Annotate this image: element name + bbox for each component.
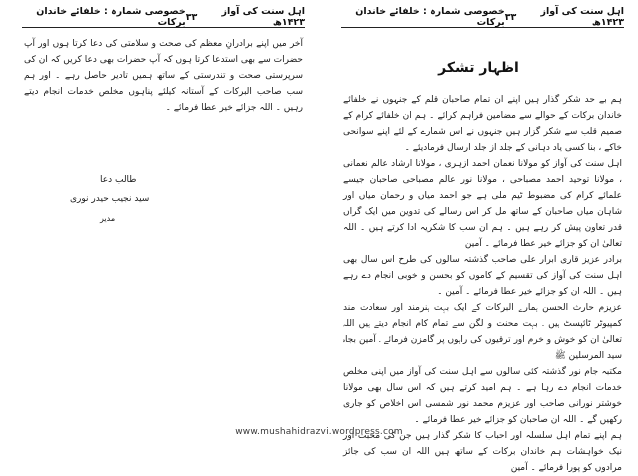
right-header-issue-date: اہل سنت کی آواز ۱۴۲۳ھ xyxy=(540,6,624,28)
left-header-issue-date: اہل سنت کی آواز ۱۴۲۳ھ xyxy=(221,6,305,28)
right-header-page-number: ۳۳ xyxy=(504,11,517,23)
signature-name: سید نجیب حیدر نوری xyxy=(70,194,150,204)
signature-role: مدیر xyxy=(100,214,116,223)
right-header-issue-title: خصوصی شمارہ : خلفائے خاندان برکات xyxy=(355,6,505,28)
body-paragraph-1: ہم بے حد شکر گذار ہیں اپنے ان تمام صاحبان قلم کے جنہوں نے خلفائے خاندان برکات کے حوالے سے مضامین فراہم کرائے ۔ ہم ان خلفائے کرام کے صمیم قلب سے شکر گزار ہیں جنہوں نے اس شمارے کے لئے اپنے سوانحی خاکے ، بنا کسی یاد دہانی کے جلد از جلد ارسال فرمادیئے ۔ xyxy=(343,95,622,153)
article-heading: اظہار تشکر xyxy=(438,60,519,76)
right-page-header xyxy=(341,6,624,28)
body-paragraph-3: برادر عزیز قاری ابرار علی صاحب گذشتہ سالوں کی طرح اس سال بھی اہل سنت کی آواز کی تقسیم کے کاموں کو بحسن و خوبی انجام دے رہے ہیں ۔ اللہ ان کو جزائے خیر عطا فرمائے ۔ آمین ۔ xyxy=(343,255,622,297)
body-paragraph-4: عزیزم حارث الحسن ہمارے البرکات کے ایک بہت ہنرمند اور سعادت مند کمپیوٹر ٹائپسٹ ہیں ۔ بہت محنت و لگن سے تمام کام انجام دیتے ہیں اللہ تعالیٰ ان کو خوش و خرم اور ترقیوں کی راہوں پر گامزن فرمائے ۔ آمین بجاہ سید المرسلین ﷺ xyxy=(343,303,622,361)
right-page-body xyxy=(343,92,622,476)
left-header-issue-title: خصوصی شمارہ : خلفائے خاندان برکات xyxy=(36,6,186,28)
body-paragraph-6: ہم اپنے تمام اہل سلسلہ اور احباب کا شکر گذار ہیں جن کی محبت اور نیک خواہشات ہم خاندان برکات کے ساتھ ہیں اللہ ان سب کی جائز مرادوں کو پورا فرمائے ۔ آمین xyxy=(343,431,622,473)
right-header-rule xyxy=(341,27,624,28)
left-page-header xyxy=(22,6,305,28)
left-page-body xyxy=(24,36,303,116)
left-header-page-number: ۳۳ xyxy=(185,11,198,23)
body-paragraph-5: مکتبہ جام نور گذشتہ کئی سالوں سے اہل سنت کی آواز میں اپنی مخلص خدمات انجام دے رہا ہے ۔ ہم امید کرتے ہیں کہ اس سال بھی مولانا خوشتر نورانی صاحب اور عزیزم محمد نور شمسی اس اخلاص کو جاری رکھیں گے ۔ اللہ ان صاحبان کو جزائے خیر عطا فرمائے ۔ xyxy=(343,367,622,425)
body-paragraph-2: اہل سنت کی آواز کو مولانا نعمان احمد ازہری ، مولانا ارشاد عالم نعمانی ، مولانا توحید احمد مصباحی ، مولانا نور عالم مصباحی صاحبان جیسے علمائے کرام کی مضبوط ٹیم ملی ہے جو احمد میاں و رحمان میاں اور شاہان میاں صاحبان کے ساتھ مل کر اس رسالے کی تدوین میں ایک گراں قدر تعاون پیش کر رہے ہیں ۔ ہم ان سب کا شکریہ ادا کرتے ہیں ۔ اللہ تعالیٰ ان کو جزائے خیر عطا فرمائے ۔ آمین xyxy=(343,159,622,249)
closing-paragraph: آخر میں اپنے برادرانِ معظم کی صحت و سلامتی کی دعا کرتا ہوں اور آپ حضرات سے بھی استدعا کرتا ہوں کہ آپ حضرات بھی دعا کریں کہ ان کی سرپرستی صحت و تندرستی کے ساتھ ہمیں تادیر حاصل رہے ۔ اور ہم سب صاحب البرکات کے آستانہ کیلئے پناہوں مخلص خدمات انجام دیتے رہیں ۔ اللہ جزائے خیر عطا فرمائے ۔ xyxy=(24,39,303,113)
right-page xyxy=(319,0,638,473)
left-header-rule xyxy=(22,27,305,28)
left-page xyxy=(0,0,319,451)
signature-greeting: طالب دعا xyxy=(100,175,137,185)
footer-website-url[interactable]: www.mushahidrazvi.wordpress.com xyxy=(235,427,403,437)
